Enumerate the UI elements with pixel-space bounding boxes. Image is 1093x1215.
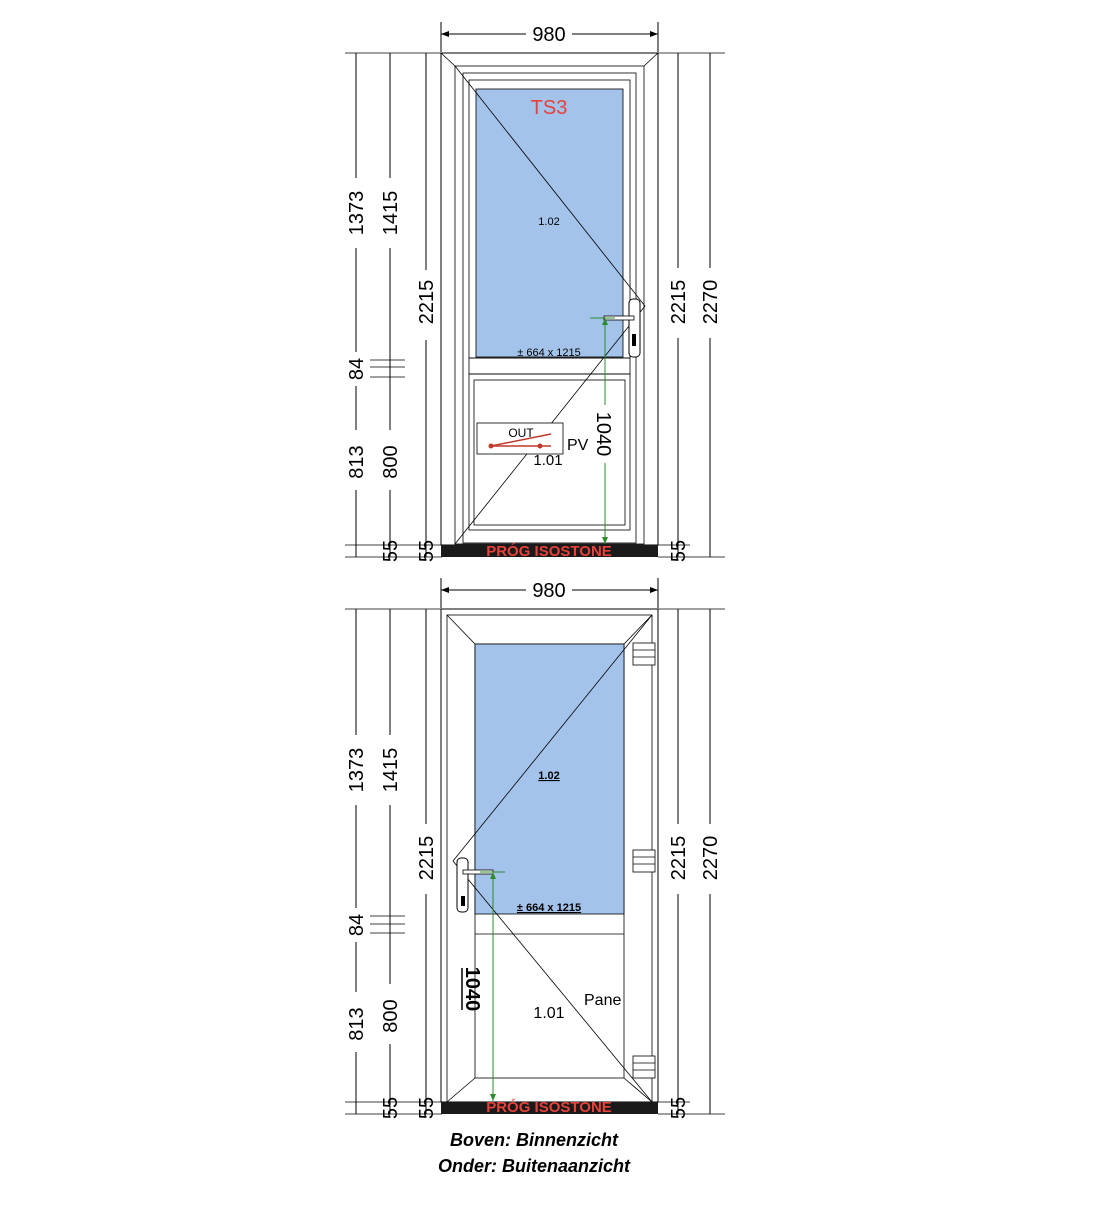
bottom-dim-55-b: 55 [416,1096,438,1120]
hinge-icon [633,850,655,872]
hinge-icon [633,643,655,665]
top-right-dimensions [658,53,725,562]
bottom-dim-1415: 1415 [380,747,402,793]
top-dim-2215-right: 2215 [668,279,690,325]
top-dim-2215-left: 2215 [416,279,438,325]
bottom-dim-800: 800 [380,999,402,1033]
bottom-glass-code: 1.02 [538,770,560,782]
top-dim-1373: 1373 [346,190,368,236]
bottom-dim-1373: 1373 [346,747,368,793]
bottom-panel-label: Pane [584,992,622,1009]
top-type-label: TS3 [530,97,568,119]
top-left-dimensions [342,53,442,562]
top-dim-800: 800 [380,445,402,479]
top-dim-55-b: 55 [416,539,438,563]
top-dim-55-a: 55 [380,539,402,563]
top-width-value: 980 [532,24,566,46]
bottom-door-view [342,578,725,1119]
bottom-dim-84: 84 [346,913,368,937]
top-panel-code: 1.01 [533,452,563,469]
bottom-panel-code: 1.01 [533,1005,565,1022]
top-dim-813: 813 [346,445,368,479]
caption [438,1130,631,1176]
bottom-handle-height: 1040 [461,966,483,1012]
bottom-dim-55-right: 55 [668,1096,690,1120]
top-door-view [342,22,725,562]
top-dim-55-right: 55 [668,539,690,563]
top-glass-code: 1.02 [538,216,560,228]
top-width-dimension [441,22,658,52]
top-glass-size: ± 664 x 1215 [517,347,581,359]
top-handle-height: 1040 [592,411,614,457]
bottom-dim-2215-right: 2215 [668,835,690,881]
top-threshold-label: PRÓG ISOSTONE [486,543,612,560]
top-dim-2270: 2270 [700,279,722,325]
hinge-icon [633,1056,655,1078]
bottom-dim-2215-left: 2215 [416,835,438,881]
caption-line-1: Boven: Binnenzicht [449,1130,619,1150]
bottom-width-value: 980 [532,580,566,602]
bottom-left-dimensions [342,609,442,1119]
bottom-width-dimension [441,578,658,608]
bottom-dim-813: 813 [346,1007,368,1041]
caption-line-2: Onder: Buitenaanzicht [437,1156,631,1176]
top-panel-label: PV [567,437,589,454]
bottom-dim-55-a: 55 [380,1096,402,1120]
bottom-glass-size: ± 664 x 1215 [516,902,582,914]
top-out-panel-symbol [477,423,563,454]
top-out-label: OUT [508,426,534,440]
top-dim-1415: 1415 [380,190,402,236]
bottom-dim-2270: 2270 [700,835,722,881]
bottom-right-dimensions [658,609,725,1119]
bottom-threshold-label: PRÓG ISOSTONE [486,1099,612,1116]
top-dim-84: 84 [346,357,368,381]
